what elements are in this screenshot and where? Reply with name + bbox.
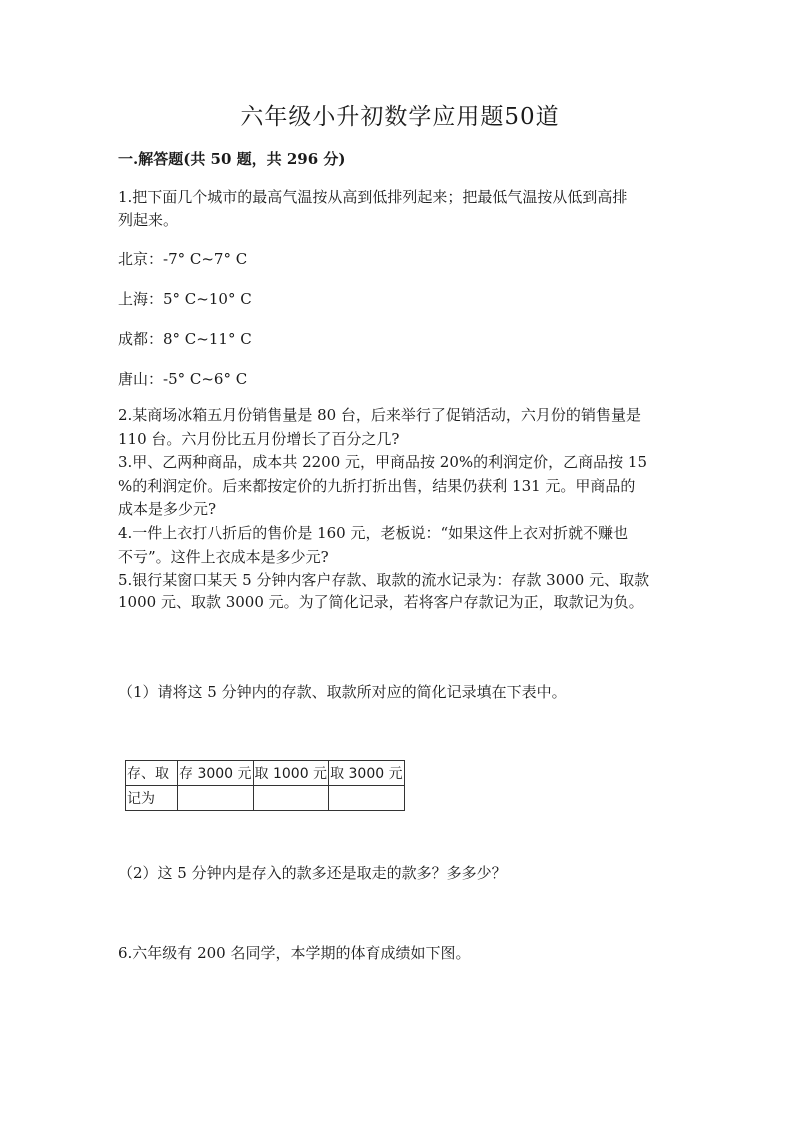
table-header-row [126, 761, 405, 786]
question-5-line-1: 5.银行某窗口某天 5 分钟内客户存款、取款的流水记录为：存款 3000 元、取款 [118, 571, 650, 590]
question-5-subquestion-2: （2）这 5 分钟内是存入的款多还是取走的款多？多多少？ [118, 864, 507, 882]
answer-cell[interactable] [253, 786, 329, 811]
question-3-line-2: %的利润定价。后来都按定价的九折打折出售，结果仍获利 131 元。甲商品的 [118, 476, 636, 495]
table-header-cell: 存、取 [126, 761, 178, 786]
section-heading: 一.解答题(共 50 题，共 296 分) [118, 150, 346, 168]
city-temperature-chengdu: 成都：8° C~11° C [118, 330, 252, 348]
table-header-cell: 存 3000 元 [178, 761, 254, 786]
question-6-line-1: 6.六年级有 200 名同学，本学期的体育成绩如下图。 [118, 944, 471, 962]
table-header-cell: 取 1000 元 [253, 761, 329, 786]
answer-cell[interactable] [329, 786, 405, 811]
city-temperature-shanghai: 上海：5° C~10° C [118, 290, 252, 308]
question-2-line-1: 2.某商场冰箱五月份销售量是 80 台，后来举行了促销活动，六月份的销售量是 [118, 406, 641, 424]
question-3-line-3: 成本是多少元? [118, 500, 217, 519]
table-header-cell: 取 3000 元 [329, 761, 405, 786]
question-5-line-2: 1000 元、取款 3000 元。为了简化记录，若将客户存款记为正，取款记为负。 [118, 593, 644, 611]
question-2-line-2: 110 台。六月份比五月份增长了百分之几? [118, 429, 400, 448]
question-4-line-2: 不亏”。这件上衣成本是多少元? [118, 547, 329, 566]
table-row-label: 记为 [126, 786, 178, 811]
page-title: 六年级小升初数学应用题50道 [240, 104, 560, 130]
question-1-line-2: 列起来。 [118, 211, 179, 229]
question-4-line-1: 4.一件上衣打八折后的售价是 160 元，老板说：“如果这件上衣对折就不赚也 [118, 523, 629, 542]
answer-cell[interactable] [178, 786, 254, 811]
question-1 [118, 186, 683, 232]
deposit-withdrawal-table [125, 760, 405, 811]
city-temperature-beijing: 北京：-7° C~7° C [118, 250, 248, 268]
city-temperature-tangshan: 唐山：-5° C~6° C [118, 370, 248, 388]
question-5-subquestion-1: （1）请将这 5 分钟内的存款、取款所对应的简化记录填在下表中。 [118, 683, 567, 701]
questions-2-to-5 [118, 404, 686, 593]
question-3-line-1: 3.甲、乙两种商品，成本共 2200 元，甲商品按 20%的利润定价，乙商品按 15 [118, 453, 647, 472]
table-answer-row [126, 786, 405, 811]
question-1-line-1: 1.把下面几个城市的最高气温按从高到低排列起来；把最低气温按从低到高排 [118, 188, 628, 206]
